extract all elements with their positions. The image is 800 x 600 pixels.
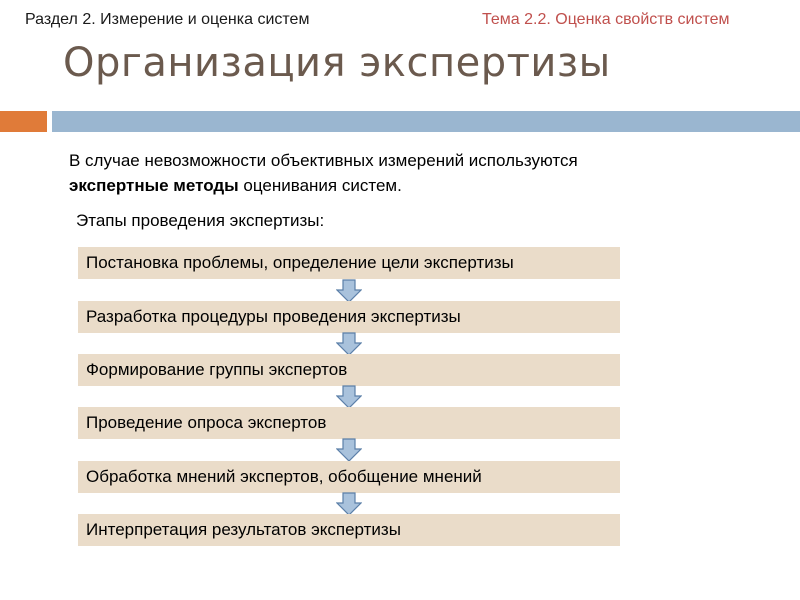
step-box: Формирование группы экспертов [78,354,620,386]
accent-bar-orange [0,111,47,132]
step-box: Проведение опроса экспертов [78,407,620,439]
arrow-down-icon [336,279,362,303]
step-box: Интерпретация результатов экспертизы [78,514,620,546]
intro-text-bold: экспертные методы [69,176,239,195]
intro-paragraph [69,148,669,198]
accent-bar-blue [52,111,800,132]
arrow-down-icon [336,438,362,462]
arrow-down-icon [336,332,362,356]
arrow-down-icon [336,492,362,516]
step-box: Постановка проблемы, определение цели экспертизы [78,247,620,279]
topic-label: Тема 2.2. Оценка свойств систем [482,11,730,28]
section-label: Раздел 2. Измерение и оценка систем [25,11,310,28]
arrow-down-icon [336,385,362,409]
step-box: Обработка мнений экспертов, обобщение мнений [78,461,620,493]
step-box: Разработка процедуры проведения экспертизы [78,301,620,333]
page-title: Организация экспертизы [63,40,611,86]
intro-text-end: оценивания систем. [238,176,402,195]
stages-heading: Этапы проведения экспертизы: [76,211,325,230]
intro-text-start: В случае невозможности объективных измерений используются [69,151,578,170]
